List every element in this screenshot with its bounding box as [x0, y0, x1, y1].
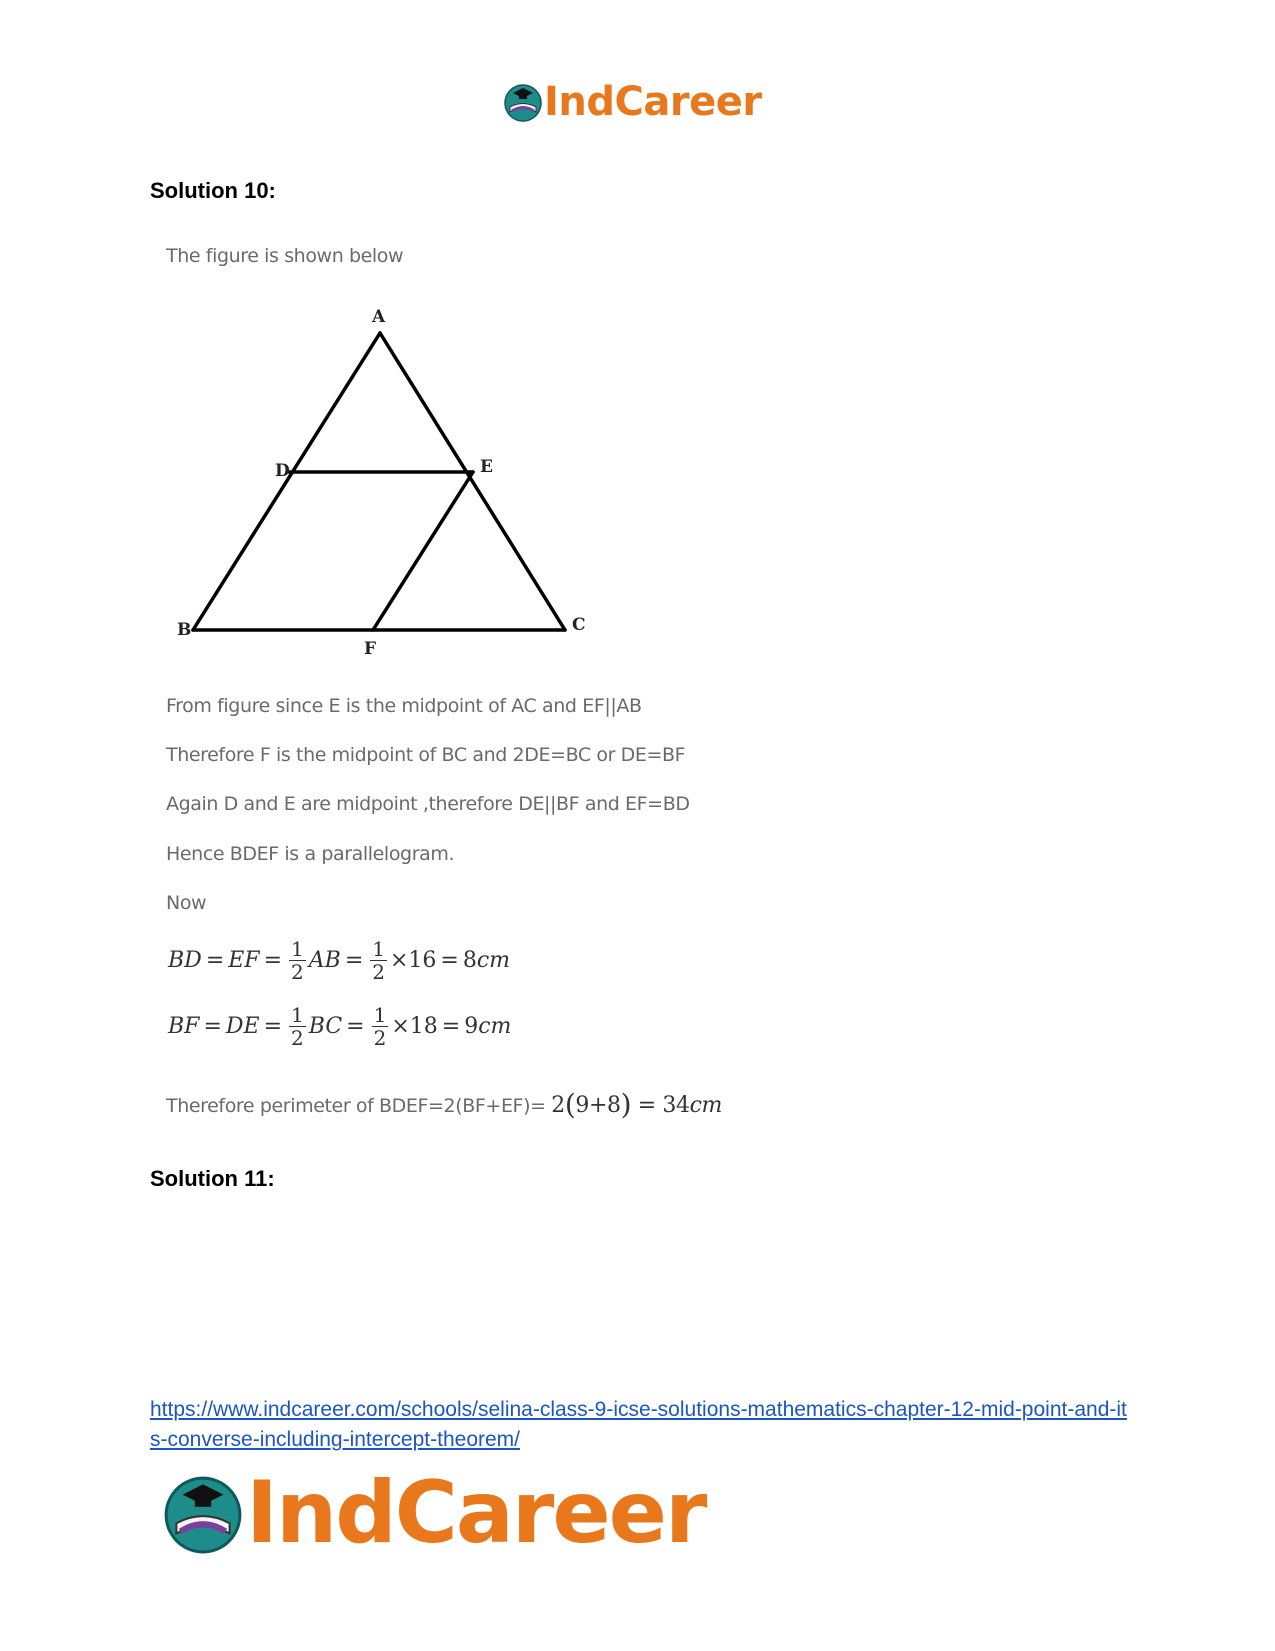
side-ab: [193, 333, 380, 630]
globe-book-icon: [160, 1470, 246, 1556]
logo-wordmark: IndCareer: [544, 79, 762, 125]
equation-bf: BF = DE = $\frac{1}{2}$ BC = $\frac{1}{2}$ ×18 = 9 cm: [168, 1002, 512, 1050]
solution-10-heading: Solution 10:: [150, 178, 276, 203]
footer-logo: [160, 1463, 705, 1563]
triangle-figure: [160, 298, 600, 663]
solution-11-heading: Solution 11:: [150, 1166, 275, 1191]
text-line-5: Now: [166, 892, 207, 914]
logo-wordmark: IndCareer: [246, 1463, 706, 1563]
source-link[interactable]: https://www.indcareer.com/schools/selina-class-9-icse-solutions-mathematics-chapter-12-mid-point-and-its-converse-including-intercept-theorem/: [150, 1398, 1127, 1451]
label-e: E: [480, 457, 493, 477]
label-f: F: [364, 639, 377, 658]
perimeter-line: Therefore perimeter of BDEF=2(BF+EF)= 2(9+8) = 34cm: [166, 1088, 722, 1121]
equation-bd: BD = EF = $\frac{1}{2}$ AB = $\frac{1}{2}$ ×16 = 8 cm: [168, 936, 511, 984]
text-line-1: From figure since E is the midpoint of AC and EF||AB: [166, 695, 642, 717]
label-b: B: [177, 620, 192, 640]
segment-ef: [373, 472, 473, 630]
text-line-4: Hence BDEF is a parallelogram.: [166, 843, 455, 865]
text-line-3: Again D and E are midpoint ,therefore DE||BF and EF=BD: [166, 793, 690, 815]
header-logo: [502, 78, 762, 126]
label-c: C: [572, 615, 586, 635]
text-line-2: Therefore F is the midpoint of BC and 2DE=BC or DE=BF: [166, 744, 686, 766]
globe-book-icon: [502, 81, 544, 123]
label-d: D: [275, 461, 290, 481]
figure-intro: The figure is shown below: [166, 245, 404, 267]
side-ac: [380, 333, 565, 630]
label-a: A: [372, 307, 386, 327]
